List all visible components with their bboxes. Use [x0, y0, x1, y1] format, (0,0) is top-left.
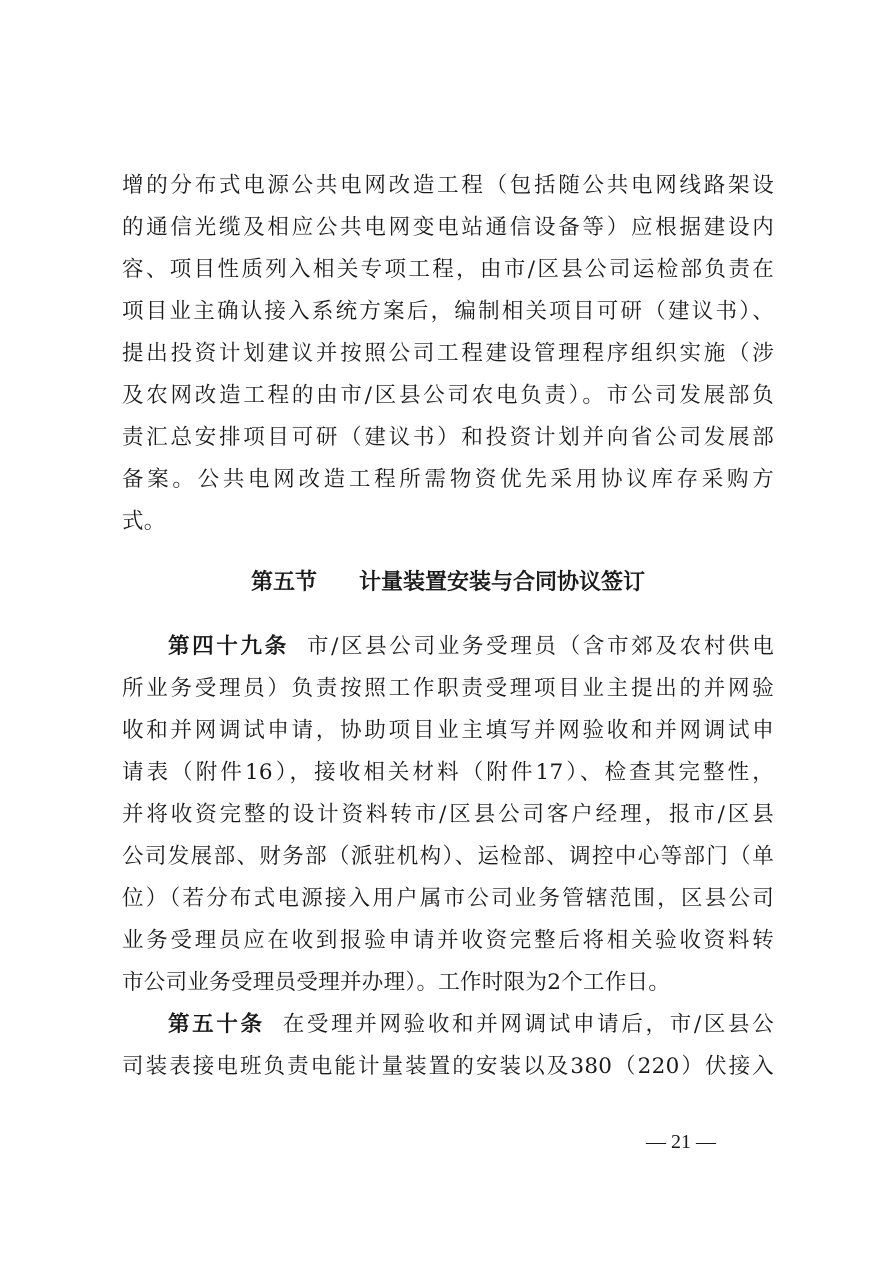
paragraph-line: 项目业主确认接入系统方案后，编制相关项目可研（建议书）、 — [122, 299, 774, 324]
paragraph-line: 增的分布式电源公共电网改造工程（包括随公共电网线路架设 — [122, 173, 774, 198]
paragraph-line: 提出投资计划建议并按照公司工程建设管理程序组织实施（涉 — [122, 341, 774, 366]
paragraph-line: 请表（附件16），接收相关材料（附件17）、检查其完整性， — [122, 760, 774, 785]
paragraph-line: 责汇总安排项目可研（建议书）和投资计划并向省公司发展部 — [122, 425, 774, 450]
paragraph-line: 收和并网调试申请，协助项目业主填写并网验收和并网调试申 — [122, 718, 774, 743]
paragraph-line: 公司发展部、财务部（派驻机构）、运检部、调控中心等部门（单 — [122, 844, 774, 869]
paragraph-line: 式。 — [122, 509, 166, 534]
paragraph-line: 的通信光缆及相应公共电网变电站通信设备等）应根据建设内 — [122, 215, 774, 240]
page-number: — 21 — — [646, 1131, 716, 1153]
article-label: 第四十九条 — [168, 634, 289, 659]
paragraph-line: 所业务受理员）负责按照工作职责受理项目业主提出的并网验 — [122, 676, 774, 701]
article-text: 在受理并网验收和并网调试申请后，市/区县公 — [282, 1012, 775, 1037]
paragraph-line: 业务受理员应在收到报验申请并收资完整后将相关验收资料转 — [122, 928, 774, 953]
article-text: 市/区县公司业务受理员（含市郊及农村供电 — [306, 634, 774, 659]
paragraph-line: 位）（若分布式电源接入用户属市公司业务管辖范围，区县公司 — [122, 886, 774, 911]
article-first-line — [168, 627, 774, 667]
section-title: 计量装置安装与合同协议签订 — [359, 569, 646, 595]
paragraph-line: 市公司业务受理员受理并办理）。工作时限为2个工作日。 — [122, 970, 671, 995]
article-label: 第五十条 — [168, 1012, 265, 1037]
section-heading — [122, 562, 774, 602]
paragraph-line: 及农网改造工程的由市/区县公司农电负责）。市公司发展部负 — [122, 383, 774, 408]
article-first-line — [168, 1005, 774, 1045]
paragraph-line: 备案。公共电网改造工程所需物资优先采用协议库存采购方 — [122, 467, 774, 492]
section-number: 第五节 — [250, 569, 317, 595]
paragraph-line: 容、项目性质列入相关专项工程，由市/区县公司运检部负责在 — [122, 257, 774, 282]
paragraph-line: 司装表接电班负责电能计量装置的安装以及380（220）伏接入 — [122, 1054, 774, 1079]
paragraph-line: 并将收资完整的设计资料转市/区县公司客户经理，报市/区县 — [122, 802, 774, 827]
